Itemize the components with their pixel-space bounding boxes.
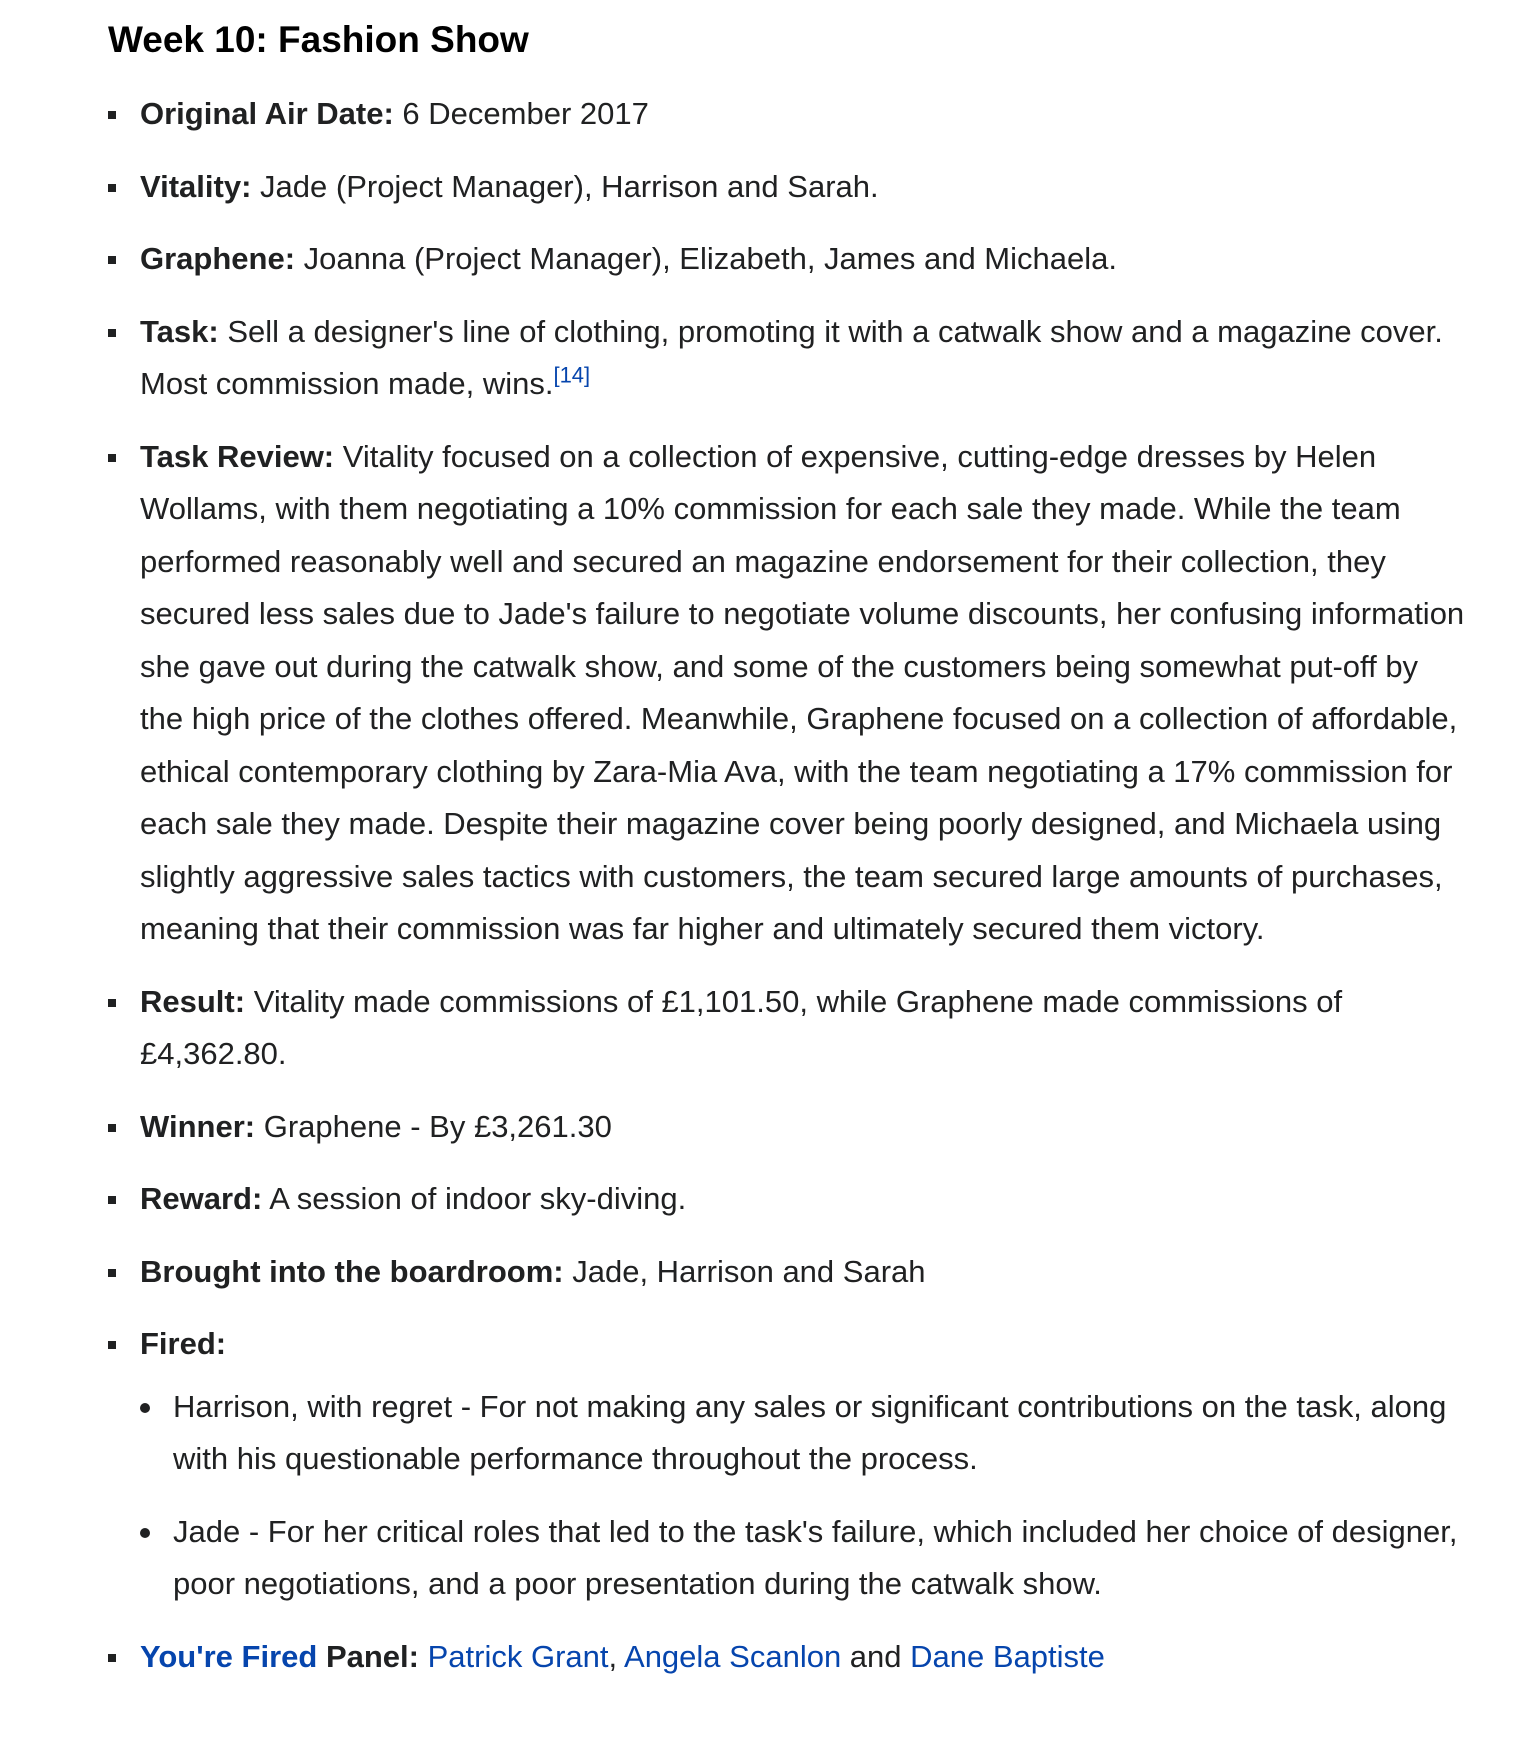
result-label: Result:	[140, 983, 246, 1019]
result-value: Vitality made commissions of £1,101.50, while Graphene made commissions of £4,362.80.	[140, 983, 1343, 1071]
list-item-vitality	[108, 161, 1468, 214]
boardroom-label: Brought into the boardroom:	[140, 1253, 564, 1289]
list-item-reward	[108, 1173, 1468, 1226]
list-item-boardroom	[108, 1246, 1468, 1299]
panel-member-link[interactable]: Dane Baptiste	[910, 1638, 1105, 1674]
fired-label: Fired:	[140, 1326, 227, 1361]
list-item-task	[108, 306, 1468, 411]
vitality-label: Vitality:	[140, 168, 252, 204]
separator-comma: ,	[608, 1638, 625, 1674]
list-item-panel	[108, 1631, 1468, 1684]
task-value: Sell a designer's line of clothing, promoting it with a catwalk show and a magazine cover. Most commission made, wins.	[140, 313, 1443, 401]
graphene-label: Graphene:	[140, 241, 296, 276]
task-review-value: Vitality focused on a collection of expensive, cutting-edge dresses by Helen Wollams, with them negotiating a 10% commission for each sale they made. While the team performed reasonably well and secured an magazine endorsement for their collection, they secured less sales due to Jade's failure to negotiate volume discounts, her confusing information she gave out during the catwalk show, and some of the customers being somewhat put-off by the high price of the clothes offered. Meanwhile, Graphene focused on a collection of affordable, ethical contemporary clothing by Zara-Mia Ava, with the team negotiating a 17% commission for each sale they made. Despite their magazine cover being poorly designed, and Michaela using slightly aggressive sales tactics with customers, the team secured large amounts of purchases, meaning that their commission was far higher and ultimately secured them victory.	[140, 438, 1465, 946]
list-item-task-review	[108, 431, 1468, 956]
winner-label: Winner:	[140, 1108, 256, 1144]
panel-label: Panel:	[317, 1638, 419, 1674]
winner-value: Graphene - By £3,261.30	[263, 1108, 612, 1144]
air-date-label: Original Air Date:	[140, 96, 394, 131]
panel-member-link[interactable]: Angela Scanlon	[624, 1638, 842, 1674]
task-label: Task:	[140, 313, 219, 349]
episode-details-list	[108, 88, 1468, 1683]
separator-and: and	[841, 1638, 911, 1674]
fired-entry: Jade - For her critical roles that led to the task's failure, which included her choice of designer, poor negotiations, and a poor presentation during the catwalk show.	[108, 1506, 1468, 1611]
section-heading: Week 10: Fashion Show	[108, 19, 529, 60]
list-item-fired	[108, 1318, 1468, 1611]
vitality-value: Jade (Project Manager), Harrison and Sarah.	[260, 168, 879, 204]
list-item-winner	[108, 1101, 1468, 1154]
task-review-label: Task Review:	[140, 438, 335, 474]
fired-entry: Harrison, with regret - For not making any sales or significant contributions on the task, along with his questionable performance throughout the process.	[108, 1381, 1468, 1486]
reference-link[interactable]: [14]	[553, 362, 591, 388]
fired-list	[140, 1381, 1468, 1611]
list-item-air-date	[108, 88, 1468, 141]
graphene-value: Joanna (Project Manager), Elizabeth, James and Michaela.	[303, 241, 1117, 276]
list-item-result	[108, 976, 1468, 1081]
reward-label: Reward:	[140, 1181, 263, 1216]
panel-member-link[interactable]: Patrick Grant	[427, 1638, 609, 1674]
list-item-graphene	[108, 233, 1468, 286]
air-date-value: 6 December 2017	[402, 96, 649, 131]
boardroom-value: Jade, Harrison and Sarah	[572, 1253, 926, 1289]
reward-value: A session of indoor sky-diving.	[269, 1181, 687, 1216]
youre-fired-link[interactable]: You're Fired	[140, 1638, 318, 1674]
